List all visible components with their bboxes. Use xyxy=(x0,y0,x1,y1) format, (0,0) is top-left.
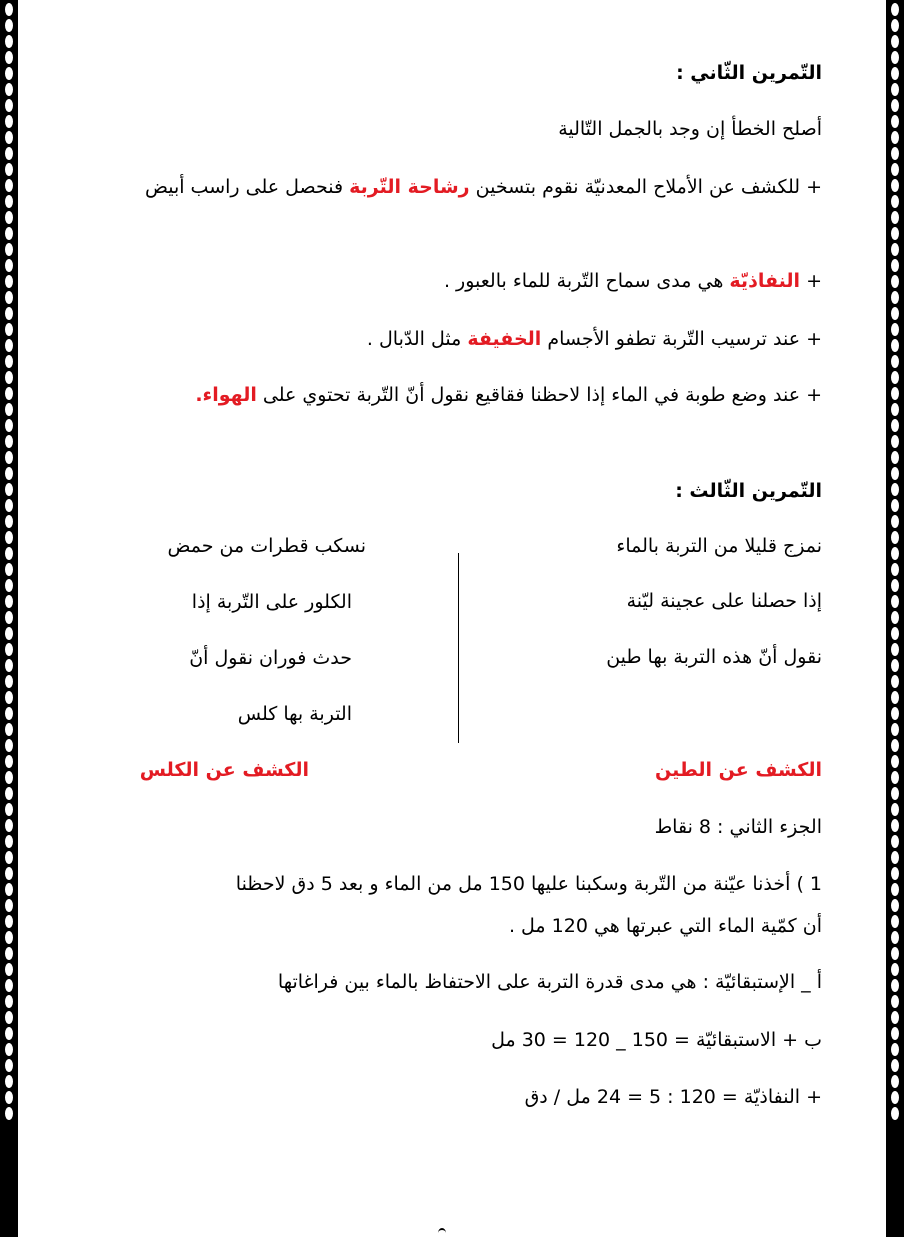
chain-link xyxy=(5,595,13,608)
chain-link xyxy=(5,499,13,512)
chain-link xyxy=(891,1059,899,1072)
chain-link xyxy=(891,675,899,688)
lime-step-1: نسكب قطرات من حمض xyxy=(167,535,366,557)
chain-link xyxy=(5,675,13,688)
chain-link xyxy=(891,851,899,864)
chain-link xyxy=(891,403,899,416)
chain-link xyxy=(891,515,899,528)
chain-link xyxy=(5,803,13,816)
chain-link xyxy=(891,611,899,624)
chain-link xyxy=(5,723,13,736)
answer-permeability-calc: + النفاذيّة = 120 : 5 = 24 مل / دق xyxy=(524,1086,822,1108)
chain-link xyxy=(5,355,13,368)
chain-link xyxy=(5,1107,13,1120)
chain-link xyxy=(891,819,899,832)
chain-link xyxy=(5,659,13,672)
chain-link xyxy=(891,243,899,256)
chain-link xyxy=(5,35,13,48)
exercise-2-title: التّمرين الثّاني : xyxy=(676,62,822,84)
chain-link xyxy=(5,547,13,560)
sentence-1-start: + للكشف عن الأملاح المعدنيّة نقوم بتسخين xyxy=(475,176,822,198)
chain-link xyxy=(891,707,899,720)
chain-link xyxy=(891,163,899,176)
worksheet-page xyxy=(70,0,822,1237)
chain-link xyxy=(891,947,899,960)
sentence-4-highlight: الهواء. xyxy=(195,384,257,406)
clay-step-2: إذا حصلنا على عجينة ليّنة xyxy=(626,590,822,612)
chain-link xyxy=(5,1027,13,1040)
clay-test-caption: الكشف عن الطين xyxy=(655,759,822,781)
chain-link xyxy=(891,35,899,48)
chain-link xyxy=(5,707,13,720)
chain-link xyxy=(891,307,899,320)
chain-link xyxy=(891,227,899,240)
chain-link xyxy=(5,163,13,176)
chain-link xyxy=(891,51,899,64)
chain-link xyxy=(891,739,899,752)
chain-link xyxy=(891,99,899,112)
chain-link xyxy=(5,419,13,432)
chain-link xyxy=(5,627,13,640)
chain-link xyxy=(891,1043,899,1056)
chain-link xyxy=(891,419,899,432)
exercise-2-instruction: أصلح الخطأ إن وجد بالجمل التّالية xyxy=(558,118,822,140)
chain-link xyxy=(5,691,13,704)
chain-link xyxy=(5,995,13,1008)
sentence-3-start: + عند ترسيب التّربة تطفو الأجسام xyxy=(547,328,822,350)
chain-link xyxy=(5,563,13,576)
chain-link xyxy=(5,883,13,896)
chain-link xyxy=(5,1011,13,1024)
right-decorative-border xyxy=(886,0,904,1237)
chain-link xyxy=(891,771,899,784)
chain-link xyxy=(891,371,899,384)
chain-link xyxy=(5,899,13,912)
lime-step-3: حدث فوران نقول أنّ xyxy=(189,647,352,669)
exercise-3-title: التّمرين الثّالث : xyxy=(675,480,822,502)
question-1-line-2: أن كمّية الماء التي عبرتها هي 120 مل . xyxy=(508,915,822,937)
chain-link xyxy=(5,195,13,208)
chain-link xyxy=(891,291,899,304)
sentence-2-plus: + xyxy=(806,270,822,292)
chain-link xyxy=(891,867,899,880)
chain-link xyxy=(5,147,13,160)
chain-link xyxy=(5,819,13,832)
chain-link xyxy=(5,19,13,32)
chain-link xyxy=(5,579,13,592)
lime-test-caption: الكشف عن الكلس xyxy=(139,759,309,781)
chain-link xyxy=(891,691,899,704)
question-1-line-1: 1 ) أخذنا عيّنة من التّربة وسكبنا عليها 150 مل من الماء و بعد 5 دق لاحظنا xyxy=(235,873,822,895)
chain-link xyxy=(891,355,899,368)
chain-link xyxy=(891,1075,899,1088)
chain-link xyxy=(5,275,13,288)
chain-link xyxy=(5,835,13,848)
chain-link xyxy=(891,467,899,480)
chain-link xyxy=(891,323,899,336)
clay-step-3: نقول أنّ هذه التربة بها طين xyxy=(606,646,822,668)
left-decorative-border xyxy=(0,0,18,1237)
sentence-4-start: + عند وضع طوبة في الماء إذا لاحظنا فقاقيع نقول أنّ التّربة تحتوي على xyxy=(262,384,822,406)
chain-link xyxy=(5,131,13,144)
chain-link xyxy=(891,787,899,800)
chain-link xyxy=(891,275,899,288)
chain-link xyxy=(5,531,13,544)
chain-link xyxy=(891,595,899,608)
answer-a-retention: أ _ الإستبقائيّة : هي مدى قدرة التربة على الاحتفاظ بالماء بين فراغاتها xyxy=(277,971,822,993)
chain-link xyxy=(5,755,13,768)
chain-link xyxy=(891,579,899,592)
chain-link xyxy=(5,307,13,320)
chain-link xyxy=(5,387,13,400)
exercise-2-sentence-1 xyxy=(70,165,822,209)
chain-link xyxy=(5,931,13,944)
sentence-1-end: فنحصل على راسب أبيض xyxy=(144,176,344,198)
chain-link xyxy=(5,739,13,752)
chain-link xyxy=(891,931,899,944)
chain-link xyxy=(5,643,13,656)
chain-link xyxy=(891,131,899,144)
chain-link xyxy=(5,611,13,624)
lime-step-2: الكلور على التّربة إذا xyxy=(191,591,352,613)
sentence-2-highlight: النفاذيّة xyxy=(729,270,801,292)
chain-link xyxy=(5,451,13,464)
chain-link xyxy=(891,3,899,16)
chain-link xyxy=(5,1075,13,1088)
chain-link xyxy=(5,83,13,96)
chain-link xyxy=(891,499,899,512)
lime-step-4: التربة بها كلس xyxy=(237,703,352,725)
chain-link xyxy=(5,291,13,304)
chain-link xyxy=(5,403,13,416)
chain-link xyxy=(5,323,13,336)
chain-link xyxy=(891,531,899,544)
chain-link xyxy=(891,483,899,496)
chain-link xyxy=(891,979,899,992)
exercise-2-sentence-3 xyxy=(70,328,822,350)
chain-link xyxy=(891,339,899,352)
chain-link xyxy=(5,211,13,224)
sentence-3-end: مثل الدّبال . xyxy=(366,328,462,350)
chain-link xyxy=(5,67,13,80)
chain-link xyxy=(891,915,899,928)
chain-link xyxy=(891,83,899,96)
chain-link xyxy=(891,1027,899,1040)
chain-link xyxy=(5,227,13,240)
chain-link xyxy=(891,1107,899,1120)
chain-link xyxy=(5,1091,13,1104)
chain-link xyxy=(891,179,899,192)
chain-link xyxy=(891,755,899,768)
part-2-title: الجزء الثاني : 8 نقاط xyxy=(654,816,822,838)
chain-link xyxy=(891,67,899,80)
sentence-1-highlight: رشاحة التّربة xyxy=(349,176,470,198)
chain-link xyxy=(5,179,13,192)
chain-link xyxy=(5,867,13,880)
chain-link xyxy=(5,435,13,448)
chain-link xyxy=(5,483,13,496)
chain-link xyxy=(5,371,13,384)
chain-link xyxy=(5,787,13,800)
chain-link xyxy=(5,979,13,992)
exercise-2-sentence-2 xyxy=(70,270,822,292)
chain-link xyxy=(891,19,899,32)
chain-link xyxy=(891,1011,899,1024)
chain-link xyxy=(5,467,13,480)
chain-link xyxy=(891,883,899,896)
chain-link xyxy=(891,211,899,224)
chain-link xyxy=(5,1059,13,1072)
chain-link xyxy=(5,851,13,864)
chain-link xyxy=(891,195,899,208)
chain-link xyxy=(891,387,899,400)
chain-link xyxy=(891,995,899,1008)
chain-link xyxy=(891,1091,899,1104)
chain-link xyxy=(5,51,13,64)
chain-link xyxy=(891,563,899,576)
chain-link xyxy=(5,115,13,128)
chain-link xyxy=(891,435,899,448)
chain-link xyxy=(5,1043,13,1056)
sentence-3-highlight: الخفيفة xyxy=(467,328,542,350)
chain-link xyxy=(5,963,13,976)
chain-link xyxy=(5,3,13,16)
column-divider xyxy=(458,553,459,743)
chain-link xyxy=(891,115,899,128)
chain-link xyxy=(5,771,13,784)
chain-link xyxy=(891,803,899,816)
chain-link xyxy=(891,643,899,656)
chain-link xyxy=(5,99,13,112)
chain-link xyxy=(5,515,13,528)
chain-link xyxy=(891,963,899,976)
chain-link xyxy=(891,659,899,672)
chain-link xyxy=(891,451,899,464)
chain-link xyxy=(891,899,899,912)
chain-link xyxy=(891,627,899,640)
clay-step-1: نمزج قليلا من التربة بالماء xyxy=(616,535,822,557)
chain-link xyxy=(891,723,899,736)
chain-link xyxy=(5,259,13,272)
answer-b-retention-calc: ب + الاستبقائيّة = 150 _ 120 = 30 مل xyxy=(491,1029,822,1051)
chain-link xyxy=(891,147,899,160)
chain-link xyxy=(891,259,899,272)
chain-link xyxy=(5,915,13,928)
chain-link xyxy=(5,947,13,960)
chain-link xyxy=(891,835,899,848)
sentence-2-end: هي مدى سماح التّربة للماء بالعبور . xyxy=(443,270,724,292)
exercise-2-sentence-4 xyxy=(70,373,822,417)
chain-link xyxy=(891,547,899,560)
chain-link xyxy=(5,243,13,256)
chain-link xyxy=(5,339,13,352)
